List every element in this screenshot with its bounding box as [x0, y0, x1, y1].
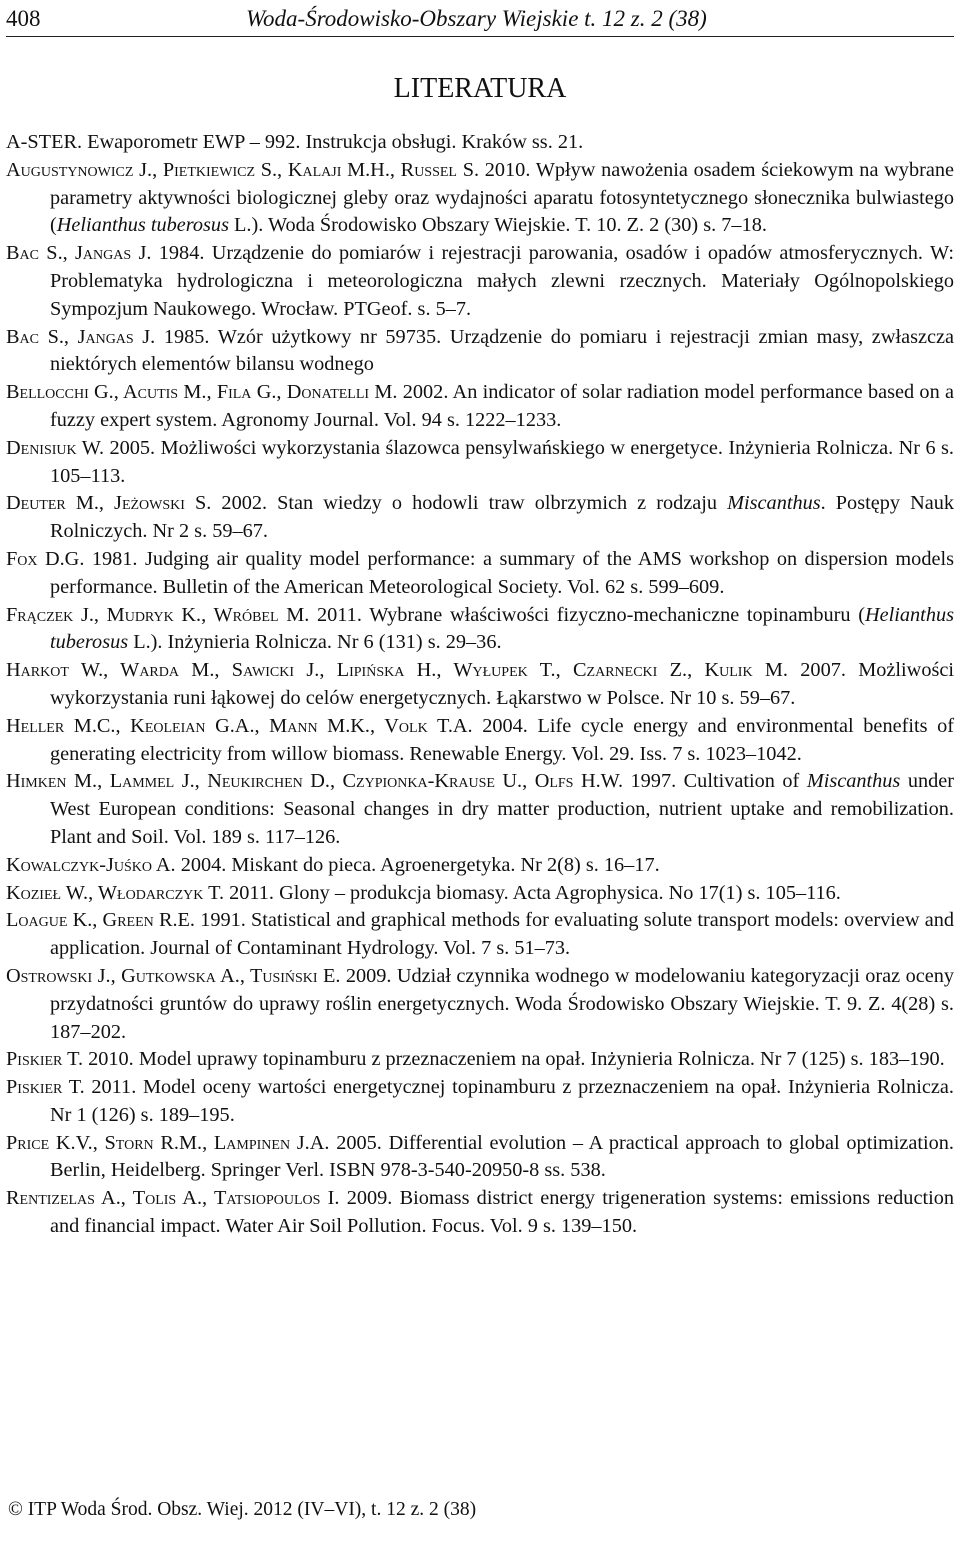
- reference-italic-term: Miscanthus: [806, 770, 901, 793]
- reference-authors: Ostrowski J., Gutkowska A., Tusiński E.: [6, 964, 341, 987]
- reference-authors: Kowalczyk-Juśko A.: [6, 853, 176, 876]
- reference-text: 2011. Glony – produkcja biomasy. Acta Agrophysica. No 17(1) s. 105–116.: [224, 881, 841, 904]
- section-title: [0, 73, 960, 105]
- reference-entry: [6, 1185, 954, 1241]
- reference-text: 2011. Model oceny wartości energetycznej topinamburu z przeznaczeniem na opał. Inżynieria Rolnicza. Nr 1 (126) s. 189–195.: [50, 1076, 955, 1126]
- reference-text: 1991. Statistical and graphical methods for evaluating solute transport models: overview and application. Journal of Contaminant Hydrology. Vol. 7 s. 51–73.: [50, 909, 954, 960]
- reference-text: 2002. An indicator of solar radiation model performance based on a fuzzy expert system. Agronomy Journal. Vol. 94 s. 1222–1233.: [50, 381, 954, 431]
- reference-entry: [6, 852, 954, 880]
- reference-entry: [6, 324, 954, 380]
- reference-text: 2009. Biomass district energy trigeneration systems: emissions reduction and financial impact. Water Air Soil Pollution. Focus. Vol. 9 s. 139–150.: [50, 1187, 955, 1238]
- reference-text: 2005. Differential evolution – A practical approach to global optimization. Berlin, Heidelberg. Springer Verl. ISBN 978-3-540-20950-8 ss. 538.: [50, 1131, 955, 1182]
- copyright-footer: © ITP Woda Środ. Obsz. Wiej. 2012 (IV–VI), t. 12 z. 2 (38): [8, 1499, 477, 1520]
- reference-text: 2007. Możliwości wykorzystania runi łąkowej do celów energetycznych. Łąkarstwo w Polsce. Nr 10 s. 59–67.: [50, 659, 954, 709]
- reference-text: 2002. Stan wiedzy o hodowli traw olbrzymich z rodzaju: [211, 492, 728, 515]
- reference-entry: [6, 379, 954, 435]
- reference-authors: Himken M., Lammel J., Neukirchen D., Czypionka-Krause U., Olfs H.W.: [6, 770, 624, 793]
- reference-text: 2009. Udział czynnika wodnego w modelowaniu kategoryzacji oraz oceny przydatności gruntów do uprawy roślin energetycznych. Woda Środowisko Obszary Wiejskie. T. 9. Z. 4(28) s. 187–202.: [50, 964, 954, 1043]
- reference-entry: [6, 1046, 954, 1074]
- reference-text: 1981. Judging air quality model performance: a summary of the AMS workshop on dispersion models performance. Bulletin of the American Meteorological Society. Vol. 62 s. 599–609.: [50, 547, 954, 598]
- reference-text: 2011. Wybrane właściwości fizyczno-mechaniczne topinamburu (: [309, 603, 865, 626]
- reference-authors: Augustynowicz J., Pietkiewicz S., Kalaji M.H., Russel S.: [6, 158, 480, 181]
- reference-entry: [6, 157, 954, 240]
- running-header: [6, 4, 954, 37]
- reference-authors: Fox D.G.: [6, 547, 85, 570]
- section-title-text: LITERATURA: [393, 73, 567, 104]
- reference-authors: Heller M.C., Keoleian G.A., Mann M.K., Volk T.A.: [6, 714, 473, 737]
- reference-authors: Price K.V., Storn R.M., Lampinen J.A.: [6, 1131, 330, 1154]
- reference-authors: Denisiuk W.: [6, 436, 105, 459]
- reference-authors: Bac S., Jangas J.: [6, 325, 156, 348]
- reference-entry: [6, 1130, 954, 1186]
- reference-authors: Harkot W., Warda M., Sawicki J., Lipińska H., Wyłupek T., Czarnecki Z., Kulik M.: [6, 659, 788, 682]
- reference-text: L.). Woda Środowisko Obszary Wiejskie. T. 10. Z. 2 (30) s. 7–18.: [228, 214, 767, 237]
- reference-italic-term: Miscanthus: [727, 492, 821, 515]
- reference-authors: Bac S., Jangas J.: [6, 242, 152, 265]
- reference-authors: Frączek J., Mudryk K., Wróbel M.: [6, 603, 310, 626]
- reference-entry: [6, 880, 954, 908]
- reference-entry: [6, 1074, 954, 1130]
- reference-authors: Bellocchi G., Acutis M., Fila G., Donatelli M.: [6, 381, 398, 404]
- reference-authors: Kozieł W., Włodarczyk T.: [6, 881, 225, 904]
- reference-text: A-STER. Ewaporometr EWP – 992. Instrukcja obsługi. Kraków ss. 21.: [6, 131, 584, 153]
- reference-entry: [6, 657, 954, 713]
- reference-text: 2010. Model uprawy topinamburu z przeznaczeniem na opał. Inżynieria Rolnicza. Nr 7 (125) s. 183–190.: [83, 1048, 945, 1071]
- reference-text: under West European conditions: Seasonal changes in dry matter production, nutrient uptake and remobilization. Plant and Soil. Vol. 189 s. 117–126.: [50, 770, 955, 848]
- reference-entry: [6, 129, 954, 157]
- reference-text: L.). Inżynieria Rolnicza. Nr 6 (131) s. 29–36.: [128, 631, 502, 654]
- reference-entry: [6, 963, 954, 1046]
- reference-entry: [6, 435, 954, 491]
- reference-authors: Rentizelas A., Tolis A., Tatsiopoulos I.: [6, 1187, 340, 1210]
- reference-italic-term: Helianthus tuberosus: [50, 603, 954, 654]
- reference-entry: [6, 713, 954, 769]
- journal-title: Woda-Środowisko-Obszary Wiejskie t. 12 z. 2 (38): [246, 6, 707, 31]
- reference-text: 2005. Możliwości wykorzystania ślazowca pensylwańskiego w energetyce. Inżynieria Rolnicza. Nr 6 s. 105–113.: [50, 436, 954, 487]
- reference-authors: Deuter M., Jeżowski S.: [6, 492, 212, 515]
- reference-entry: [6, 546, 954, 602]
- reference-italic-term: Helianthus tuberosus: [56, 214, 229, 237]
- reference-entry: [6, 768, 954, 851]
- reference-text: 2010. Wpływ nawożenia osadem ściekowym na wybrane parametry aktywności biologicznej gleby oraz wydajności aparatu fotosyntetycznego słonecznika bulwiastego (: [50, 158, 954, 237]
- reference-text: 2004. Life cycle energy and environmental benefits of generating electricity from willow biomass. Renewable Energy. Vol. 29. Iss. 7 s. 1023–1042.: [50, 714, 954, 765]
- reference-list: [6, 129, 954, 1241]
- reference-text: . Postępy Nauk Rolniczych. Nr 2 s. 59–67.: [50, 492, 955, 543]
- reference-text: 1984. Urządzenie do pomiarów i rejestracji parowania, osadów i opadów atmosferycznych. W: Problematyka hydrologiczna i meteorologiczna małych zlewni rzecznych. Materiały Ogólnopolskiego Sympozjum Naukowego. Wrocław. PTGeof. s. 5–7.: [50, 242, 954, 320]
- reference-text: 2004. Miskant do pieca. Agroenergetyka. Nr 2(8) s. 16–17.: [175, 853, 660, 876]
- reference-entry: [6, 240, 954, 323]
- reference-entry: [6, 602, 954, 658]
- reference-authors: Piskier T.: [6, 1076, 85, 1099]
- reference-authors: Loague K., Green R.E.: [6, 909, 195, 932]
- reference-entry: [6, 907, 954, 963]
- reference-text: 1997. Cultivation of: [623, 770, 807, 793]
- reference-entry: [6, 490, 954, 546]
- reference-authors: Piskier T.: [6, 1048, 84, 1071]
- reference-text: 1985. Wzór użytkowy nr 59735. Urządzenie do pomiaru i rejestracji zmian masy, zwłaszcza niektórych elementów bilansu wodnego: [50, 325, 954, 376]
- page-number: 408: [6, 6, 41, 31]
